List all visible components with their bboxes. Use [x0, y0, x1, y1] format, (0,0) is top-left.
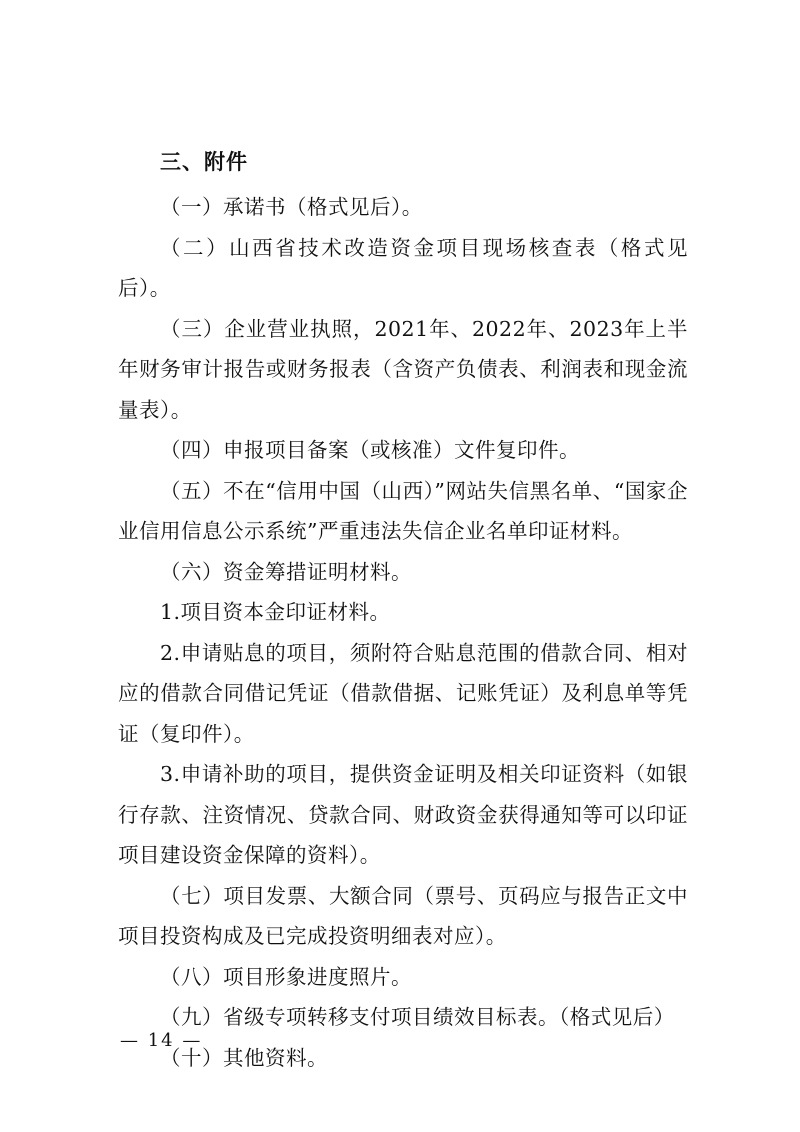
list-item: （八）项目形象进度照片。	[160, 964, 412, 989]
list-item: 3.申请补助的项目，提供资金证明及相关印证资料（如银行存款、注资情况、贷款合同、财政资金获得通知等可以印证项目建设资金保障的资料）。	[118, 762, 688, 867]
list-item: （四）申报项目备案（或核准）文件复印件。	[160, 438, 580, 462]
list-item: （三）企业营业执照，2021年、2022年、2023年上半年财务审计报告或财务报表（含资产负债表、利润表和现金流量表）。	[118, 316, 688, 422]
list-item: 2.申请贴息的项目，须附符合贴息范围的借款合同、相对应的借款合同借记凭证（借款借据、记账凭证）及利息单等凭证（复印件）。	[118, 640, 688, 746]
list-item: （七）项目发票、大额合同（票号、页码应与报告正文中项目投资构成及已完成投资明细表对应）。	[118, 883, 688, 948]
list-item: （二）山西省技术改造资金项目现场核查表（格式见后）。	[118, 235, 688, 300]
list-item: （十）其他资料。	[160, 1045, 328, 1070]
list-item: （一）承诺书（格式见后）。	[160, 195, 423, 219]
attachment-list	[118, 187, 688, 1078]
section-title: 三、附件	[160, 150, 248, 174]
list-item: 1.项目资本金印证材料。	[160, 600, 391, 624]
list-item: （五）不在“信用中国（山西）”网站失信黑名单、“国家企业信用信息公示系统”严重违法失信企业名单印证材料。	[118, 478, 688, 543]
list-item: （九）省级专项转移支付项目绩效目标表。（格式见后）	[160, 1005, 675, 1029]
list-item: （六）资金筹措证明材料。	[160, 559, 412, 584]
page-number: — 14 —	[120, 1030, 203, 1051]
